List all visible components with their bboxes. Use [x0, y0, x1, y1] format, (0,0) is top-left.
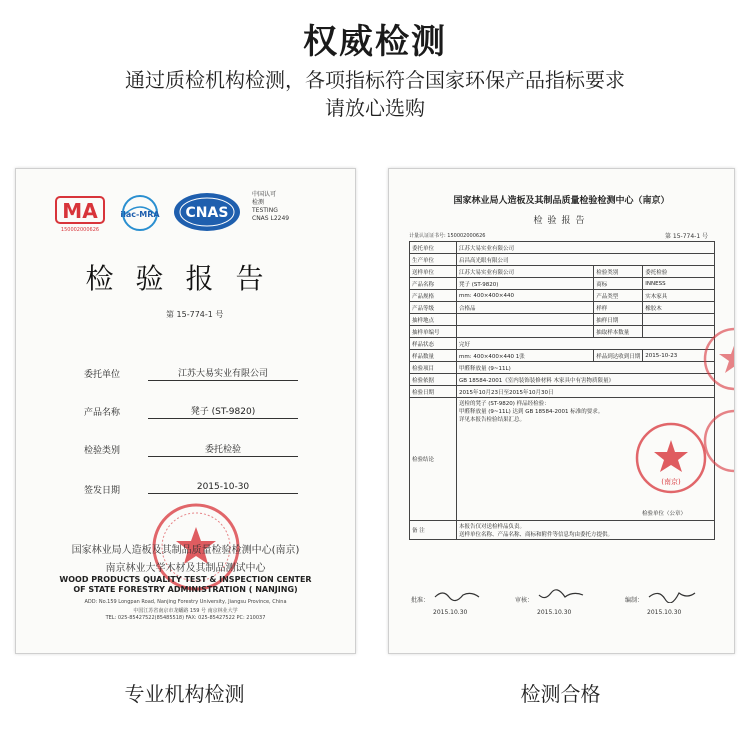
accreditation-logos	[54, 189, 324, 234]
table-value-cell: 委托检验	[643, 266, 715, 278]
sign-date-approve: 2015.10.30	[433, 609, 468, 616]
table-row	[410, 398, 715, 521]
table-label-cell: 样品到达收到日期	[594, 350, 643, 362]
table-value-cell: GB 18584-2001《室内装饰装修材料 木家具中有害物质限量》	[457, 374, 715, 386]
table-value-cell: 实木家具	[643, 290, 715, 302]
ilac-text: ilac-MRA	[120, 210, 160, 219]
signature-review	[537, 587, 587, 603]
stamp-caption: 检验单位（公章）	[641, 511, 686, 517]
table-label-cell: 检验项目	[410, 362, 457, 374]
signature-prepare	[647, 587, 697, 603]
table-value-cell: 凳子 (ST-9820)	[457, 278, 594, 290]
table-row	[410, 326, 715, 338]
table-value-cell: 江苏大易实业有限公司	[457, 266, 594, 278]
edge-seal-top	[701, 319, 735, 399]
table-row	[410, 302, 715, 314]
table-value-cell	[457, 314, 594, 326]
conclusion-line-2: 甲醛释放量 (9~11L) 达到 GB 18584-2001 标准的要求。	[459, 409, 604, 415]
table-value-cell: 合格品	[457, 302, 594, 314]
tel-fax: TEL: 025-85427522(85485518) FAX: 025-85427522 PC: 210037	[105, 615, 266, 621]
table-label-cell: 产品名称	[410, 278, 457, 290]
field-value-issue-date: 2015-10-30	[148, 482, 298, 494]
field-value-product: 凳子 (ST-9820)	[148, 404, 298, 419]
subtitle-line-2: 请放心选购	[325, 96, 425, 120]
table-value-cell	[457, 326, 594, 338]
table-label-cell: 样品数量	[410, 350, 457, 362]
field-label-product: 产品名称	[84, 408, 121, 418]
caption-left: 专业机构检测	[124, 682, 245, 706]
ilac-mra-logo	[114, 193, 166, 233]
subtitle-line-1: 通过质检机构检测，各项指标符合国家环保产品指标要求	[125, 68, 625, 92]
sign-label-review: 审核：	[515, 597, 534, 604]
table-label-cell: 检验日期	[410, 386, 457, 398]
sign-label-prepare: 编制：	[625, 597, 644, 604]
institution-cn-2: 南京林业大学木材及其制品测试中心	[105, 563, 266, 574]
field-value-category: 委托检验	[148, 442, 298, 457]
page-title: 权威检测	[303, 22, 447, 62]
table-label-cell: 送样单位	[410, 266, 457, 278]
cnas-text: CNAS	[185, 205, 229, 221]
table-value-cell: mm: 400×400×440	[457, 290, 594, 302]
institution-cn-1: 国家林业局人造板及其制品质量检验检测中心(南京)	[71, 545, 300, 556]
seal-inner-text: (南京)	[661, 478, 681, 486]
table-label-cell: 抽取样本数量	[594, 326, 643, 338]
table-value-cell: 完好	[457, 338, 715, 350]
conclusion-label: 检验结论	[410, 398, 457, 521]
field-label-issue-date: 签发日期	[84, 486, 121, 496]
cnas-logo	[172, 191, 242, 233]
report-number: 第 15-774-1 号	[166, 310, 224, 319]
report-table	[409, 241, 715, 540]
table-label-cell: 抽样地点	[410, 314, 457, 326]
table-row	[410, 386, 715, 398]
table-row	[410, 290, 715, 302]
edge-seal-bottom	[695, 403, 735, 479]
cnas-info: 中国认可 检测 TESTING CNAS L2249	[252, 191, 290, 222]
inspection-report-detail	[388, 168, 735, 654]
conclusion-line-3: 详见本报告检验结果汇总。	[459, 417, 526, 423]
remark-line-2: 送样单位名称、产品名称、商标和附件等信息均由委托方提供。	[459, 532, 614, 538]
table-label-cell: 样品状态	[410, 338, 457, 350]
table-row	[410, 374, 715, 386]
table-value-cell: 橡胶木	[643, 302, 715, 314]
table-value-cell: INNESS	[643, 278, 715, 290]
sign-date-prepare: 2015.10.30	[647, 609, 682, 616]
table-value-cell: 启昌高光眼有限公司	[457, 254, 715, 266]
table-label-cell: 产品等级	[410, 302, 457, 314]
table-label-cell: 生产单位	[410, 254, 457, 266]
table-row	[410, 362, 715, 374]
table-value-cell: 甲醛释放量 (9~11L)	[457, 362, 715, 374]
table-label-cell: 商标	[594, 278, 643, 290]
table-value-cell: 2015年10月23日至2015年10月30日	[457, 386, 715, 398]
table-row	[410, 338, 715, 350]
table-label-cell: 委托单位	[410, 242, 457, 254]
report-detail-number: 第 15-774-1 号	[665, 233, 709, 240]
table-label-cell: 产品规格	[410, 290, 457, 302]
ma-logo	[54, 195, 106, 233]
table-label-cell: 产品类型	[594, 290, 643, 302]
table-label-cell: 样样	[594, 302, 643, 314]
institution-en-2: OF STATE FORESTRY ADMINISTRATION ( NANJING)	[73, 585, 298, 594]
table-row	[410, 521, 715, 540]
field-value-client: 江苏大易实业有限公司	[148, 366, 298, 381]
table-row	[410, 278, 715, 290]
ma-text: MA	[62, 199, 98, 223]
inspection-report-cover	[15, 168, 356, 654]
table-label-cell: 检验类别	[594, 266, 643, 278]
report-detail-title: 检验报告	[533, 216, 590, 226]
table-label-cell: 检验依据	[410, 374, 457, 386]
certificate-code: 计量认证证书号: 150002000626	[409, 233, 486, 239]
sign-date-review: 2015.10.30	[537, 609, 572, 616]
table-row	[410, 350, 715, 362]
institution-en-1: WOOD PRODUCTS QUALITY TEST & INSPECTION CENTER	[59, 575, 312, 584]
table-row	[410, 266, 715, 278]
table-value-cell: 江苏大易实业有限公司	[457, 242, 715, 254]
report-header: 国家林业局人造板及其制品质量检验检测中心（南京）	[453, 196, 670, 206]
table-label-cell: 抽样日期	[594, 314, 643, 326]
signature-approve	[433, 587, 483, 603]
remark-label: 备 注	[410, 521, 457, 540]
table-row	[410, 254, 715, 266]
sign-label-approve: 批准：	[411, 597, 430, 604]
conclusion-line-1: 送检的凳子 (ST-9820) 样品经检验：	[459, 401, 550, 407]
field-label-category: 检验类别	[84, 446, 121, 456]
field-label-client: 委托单位	[84, 370, 121, 380]
address-en: ADD: No.159 Longpan Road, Nanjing Forestry University, Jiangsu Province, China	[84, 599, 287, 605]
caption-right: 检测合格	[520, 682, 601, 706]
table-label-cell: 抽样单编号	[410, 326, 457, 338]
remark-line-1: 本报告仅对送检样品负责。	[459, 524, 526, 530]
table-value-cell: mm: 400×400×440 1张	[457, 350, 594, 362]
table-row	[410, 242, 715, 254]
report-title: 检验报告	[85, 262, 286, 295]
table-value-cell: 2015-10-23	[643, 350, 715, 362]
table-row	[410, 314, 715, 326]
address-cn: 中国江苏省南京市龙蟠路 159 号 南京林业大学	[133, 608, 238, 614]
ma-code: 150002000626	[60, 227, 100, 233]
